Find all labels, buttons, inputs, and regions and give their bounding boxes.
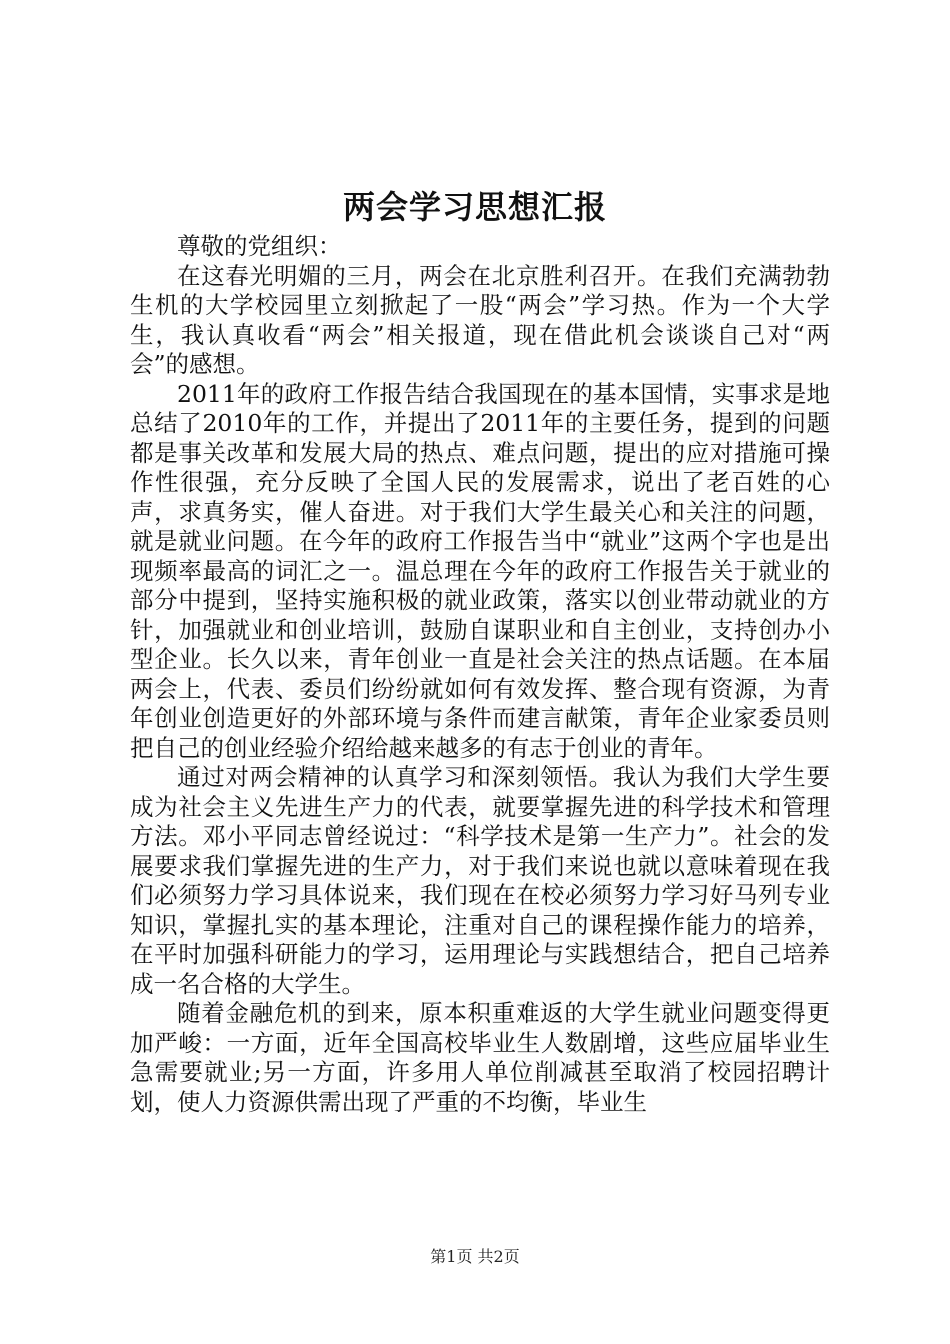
paragraph-3: 通过对两会精神的认真学习和深刻领悟。我认为我们大学生要成为社会主义先进生产力的代表，就要掌握先进的科学技术和管理方法。邓小平同志曾经说过：“科学技术是第一生产力”。社会的发展要求我们掌握先进的生产力，对于我们来说也就以意味着现在我们必须努力学习具体说来，我们现在在校必须努力学习好马列专业知识，掌握扎实的基本理论，注重对自己的课程操作能力的培养，在平时加强科研能力的学习，运用理论与实践想结合，把自己培养成一名合格的大学生。 [130,763,830,998]
salutation: 尊敬的党组织： [177,232,342,260]
paragraph-1: 在这春光明媚的三月，两会在北京胜利召开。在我们充满勃勃生机的大学校园里立刻掀起了一股“两会”学习热。作为一个大学生，我认真收看“两会”相关报道，现在借此机会谈谈自己对“两会”的感想。 [130,261,830,378]
page-footer [0,1247,950,1267]
document-body [130,232,830,1117]
paragraph-2: 2011年的政府工作报告结合我国现在的基本国情，实事求是地总结了2010年的工作，并提出了2011年的主要任务，提到的问题都是事关改革和发展大局的热点、难点问题，提出的应对措施可操作性很强，充分反映了全国人民的发展需求，说出了老百姓的心声，求真务实，催人奋进。对于我们大学生最关心和关注的问题，就是就业问题。在今年的政府工作报告当中“就业”这两个字也是出现频率最高的词汇之一。温总理在今年的政府工作报告关于就业的部分中提到，坚持实施积极的就业政策，落实以创业带动就业的方针，加强就业和创业培训，鼓励自谋职业和自主创业，支持创办小型企业。长久以来，青年创业一直是社会关注的热点话题。在本届两会上，代表、委员们纷纷就如何有效发挥、整合现有资源，为青年创业创造更好的外部环境与条件而建言献策，青年企业家委员则把自己的创业经验介绍给越来越多的有志于创业的青年。 [130,379,830,762]
document-title: 两会学习思想汇报 [342,188,607,226]
page-number: 第1页 [430,1247,473,1266]
page-total: 共2页 [477,1247,520,1266]
paragraph-4: 随着金融危机的到来，原本积重难返的大学生就业问题变得更加严峻：一方面，近年全国高校毕业生人数剧增，这些应届毕业生急需要就业;另一方面，许多用人单位削减甚至取消了校园招聘计划，使人力资源供需出现了严重的不均衡，毕业生 [130,999,830,1116]
